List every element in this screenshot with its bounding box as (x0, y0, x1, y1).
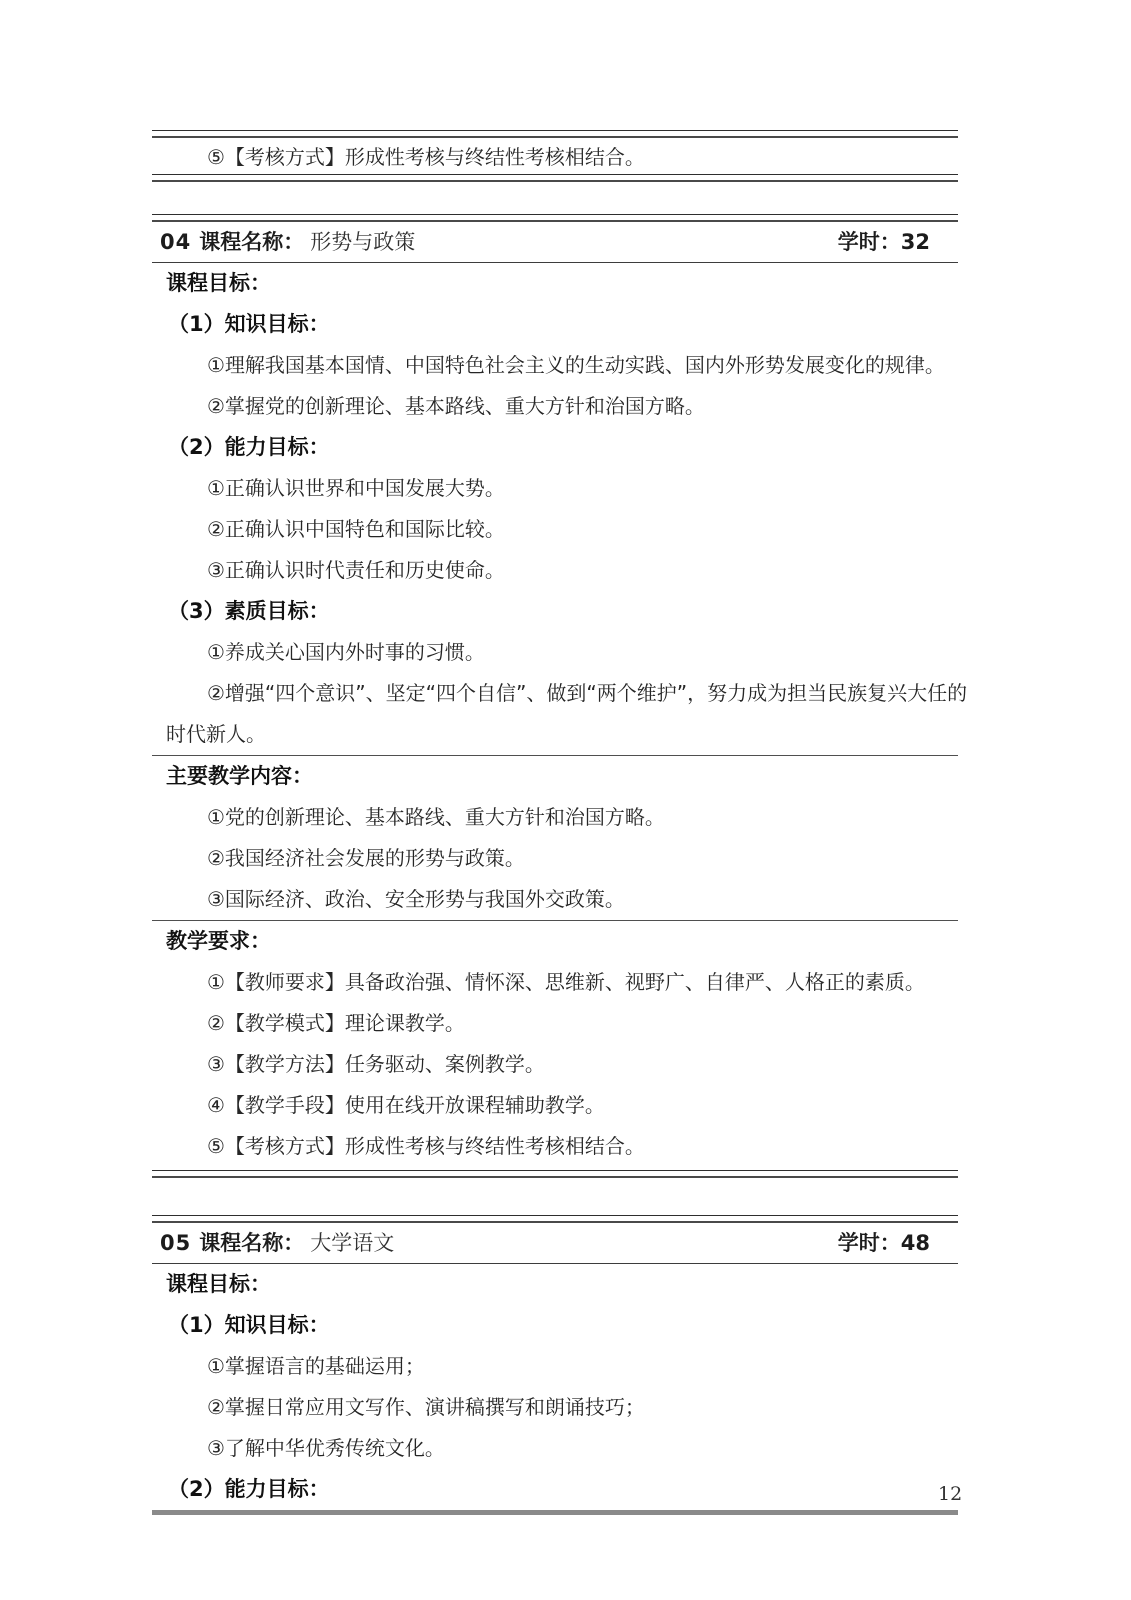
doc-line: ④【教学手段】使用在线开放课程辅助教学。 (207, 1093, 605, 1117)
course-name-label: 课程名称： (199, 230, 305, 254)
doc-line: （1）知识目标： (168, 312, 330, 336)
course-04-header (152, 222, 958, 263)
doc-line: （2）能力目标： (168, 435, 330, 459)
hours-label: 学时： (837, 1231, 901, 1255)
doc-line: ②增强“四个意识”、坚定“四个自信”、做到“两个维护”，努力成为担当民族复兴大任的 (207, 681, 968, 705)
course-05-header (152, 1223, 958, 1264)
doc-line: ①【教师要求】具备政治强、情怀深、思维新、视野广、自律严、人格正的素质。 (207, 970, 925, 994)
doc-line: ③了解中华优秀传统文化。 (207, 1436, 445, 1460)
doc-line: ③国际经济、政治、安全形势与我国外交政策。 (207, 887, 625, 911)
table-border-top (152, 130, 958, 138)
doc-line: （2）能力目标： (168, 1477, 330, 1501)
table-gap (152, 1178, 958, 1215)
course-name-label: 课程名称： (199, 1231, 305, 1255)
section-title: 课程目标： (166, 271, 271, 295)
table-row (152, 138, 958, 174)
doc-line: ②掌握党的创新理论、基本路线、重大方针和治国方略。 (207, 394, 705, 418)
course-04-body (152, 263, 968, 1170)
course-number: 04 (160, 230, 192, 254)
table-border-top (152, 214, 958, 222)
course-hours (838, 1230, 930, 1256)
table-border-bottom (152, 174, 958, 182)
course-name: 形势与政策 (310, 230, 416, 254)
carryover-table (152, 130, 958, 182)
doc-line: 时代新人。 (166, 722, 266, 746)
doc-line: ①党的创新理论、基本路线、重大方针和治国方略。 (207, 805, 665, 829)
table-border-top (152, 1215, 958, 1223)
course-05-body (152, 1264, 958, 1510)
doc-line: ①正确认识世界和中国发展大势。 (207, 476, 505, 500)
course-name: 大学语文 (310, 1231, 395, 1255)
doc-line: （3）素质目标： (168, 599, 330, 623)
doc-line: （1）知识目标： (168, 1313, 330, 1337)
doc-line: ②我国经济社会发展的形势与政策。 (207, 846, 525, 870)
doc-line: ②【教学模式】理论课教学。 (207, 1011, 465, 1035)
doc-line: ③【教学方法】任务驱动、案例教学。 (207, 1052, 545, 1076)
doc-line: ⑤【考核方式】形成性考核与终结性考核相结合。 (207, 145, 645, 169)
table-gap (152, 182, 958, 214)
doc-line: ②掌握日常应用文写作、演讲稿撰写和朗诵技巧； (207, 1395, 645, 1419)
doc-line: ②正确认识中国特色和国际比较。 (207, 517, 505, 541)
hours-value: 48 (900, 1231, 930, 1255)
doc-line: ①掌握语言的基础运用； (207, 1354, 425, 1378)
section-title: 教学要求： (166, 929, 271, 953)
section-title: 课程目标： (166, 1272, 271, 1296)
page-content (152, 0, 968, 1515)
page-break-cut-line (152, 1510, 958, 1515)
table-border-bottom (152, 1170, 958, 1178)
doc-line: ①养成关心国内外时事的习惯。 (207, 640, 485, 664)
section-title: 主要教学内容： (166, 764, 313, 788)
hours-label: 学时： (837, 230, 901, 254)
course-hours (838, 229, 930, 255)
doc-line: ③正确认识时代责任和历史使命。 (207, 558, 505, 582)
course-05-table (152, 1215, 958, 1515)
top-margin (152, 0, 958, 130)
course-number: 05 (160, 1231, 192, 1255)
doc-line: ①理解我国基本国情、中国特色社会主义的生动实践、国内外形势发展变化的规律。 (207, 353, 945, 377)
hours-value: 32 (900, 230, 930, 254)
doc-line: ⑤【考核方式】形成性考核与终结性考核相结合。 (207, 1134, 645, 1158)
course-04-table (152, 214, 968, 1178)
page-number: 12 (938, 1483, 963, 1505)
